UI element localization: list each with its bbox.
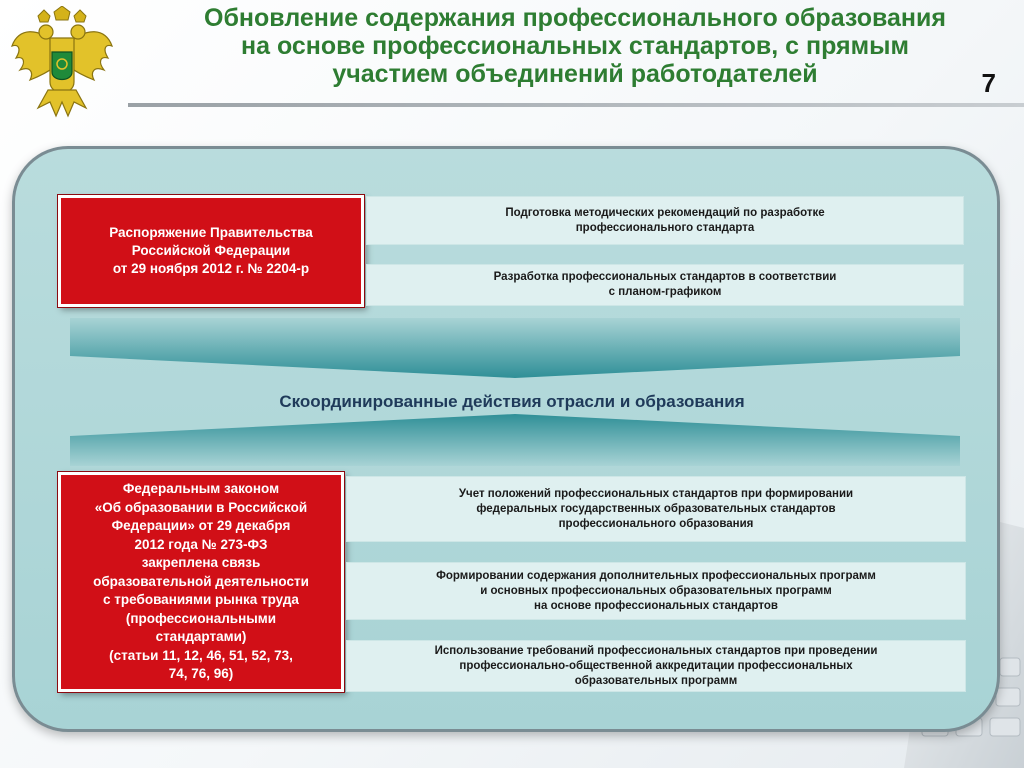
federal-law-text: Федеральным законом «Об образовании в Российской Федерации» от 29 декабря 2012 года № 273-ФЗ закреплена связь образовательной деятельности с требованиями рынка труда (профессиональными стандартами) (статьи 11, 12, 46, 51, 52, 73, 74, 76, 96)	[93, 481, 309, 682]
bottom-item-2	[346, 562, 966, 620]
bottom-item-3-text: Использование требований профессиональных стандартов при проведении профессионально-общественной аккредитации профессиональных образовательных программ	[434, 644, 878, 687]
page-title: Обновление содержания профессионального образования на основе профессиональных стандартов, с прямым участием объединений работодателей	[204, 4, 946, 88]
government-order-box	[58, 195, 364, 307]
slide-number: 7	[981, 68, 996, 98]
double-headed-eagle-emblem-icon	[8, 6, 116, 126]
top-item-2	[366, 264, 964, 306]
government-order-text: Распоряжение Правительства Российской Федерации от 29 ноября 2012 г. № 2204-р	[109, 225, 313, 276]
top-item-2-text: Разработка профессиональных стандартов в соответствии с планом-графиком	[493, 271, 837, 298]
bottom-item-2-text: Формировании содержания дополнительных профессиональных программ и основных профессиональных образовательных программ на основе профессиональных стандартов	[436, 569, 876, 612]
converging-wedge-bottom	[70, 414, 960, 466]
top-item-1-text: Подготовка методических рекомендаций по разработке профессионального стандарта	[505, 206, 825, 234]
converging-wedge-top	[70, 318, 960, 378]
top-item-1	[366, 196, 964, 245]
federal-law-box	[58, 472, 344, 692]
coordinated-actions-label: Скоординированные действия отрасли и образования	[279, 392, 745, 411]
bottom-item-1	[346, 476, 966, 542]
bottom-item-1-text: Учет положений профессиональных стандартов при формировании федеральных государственных образовательных стандартов профессионального образования	[458, 487, 854, 530]
bottom-item-3	[346, 640, 966, 692]
header-divider	[128, 103, 1024, 107]
